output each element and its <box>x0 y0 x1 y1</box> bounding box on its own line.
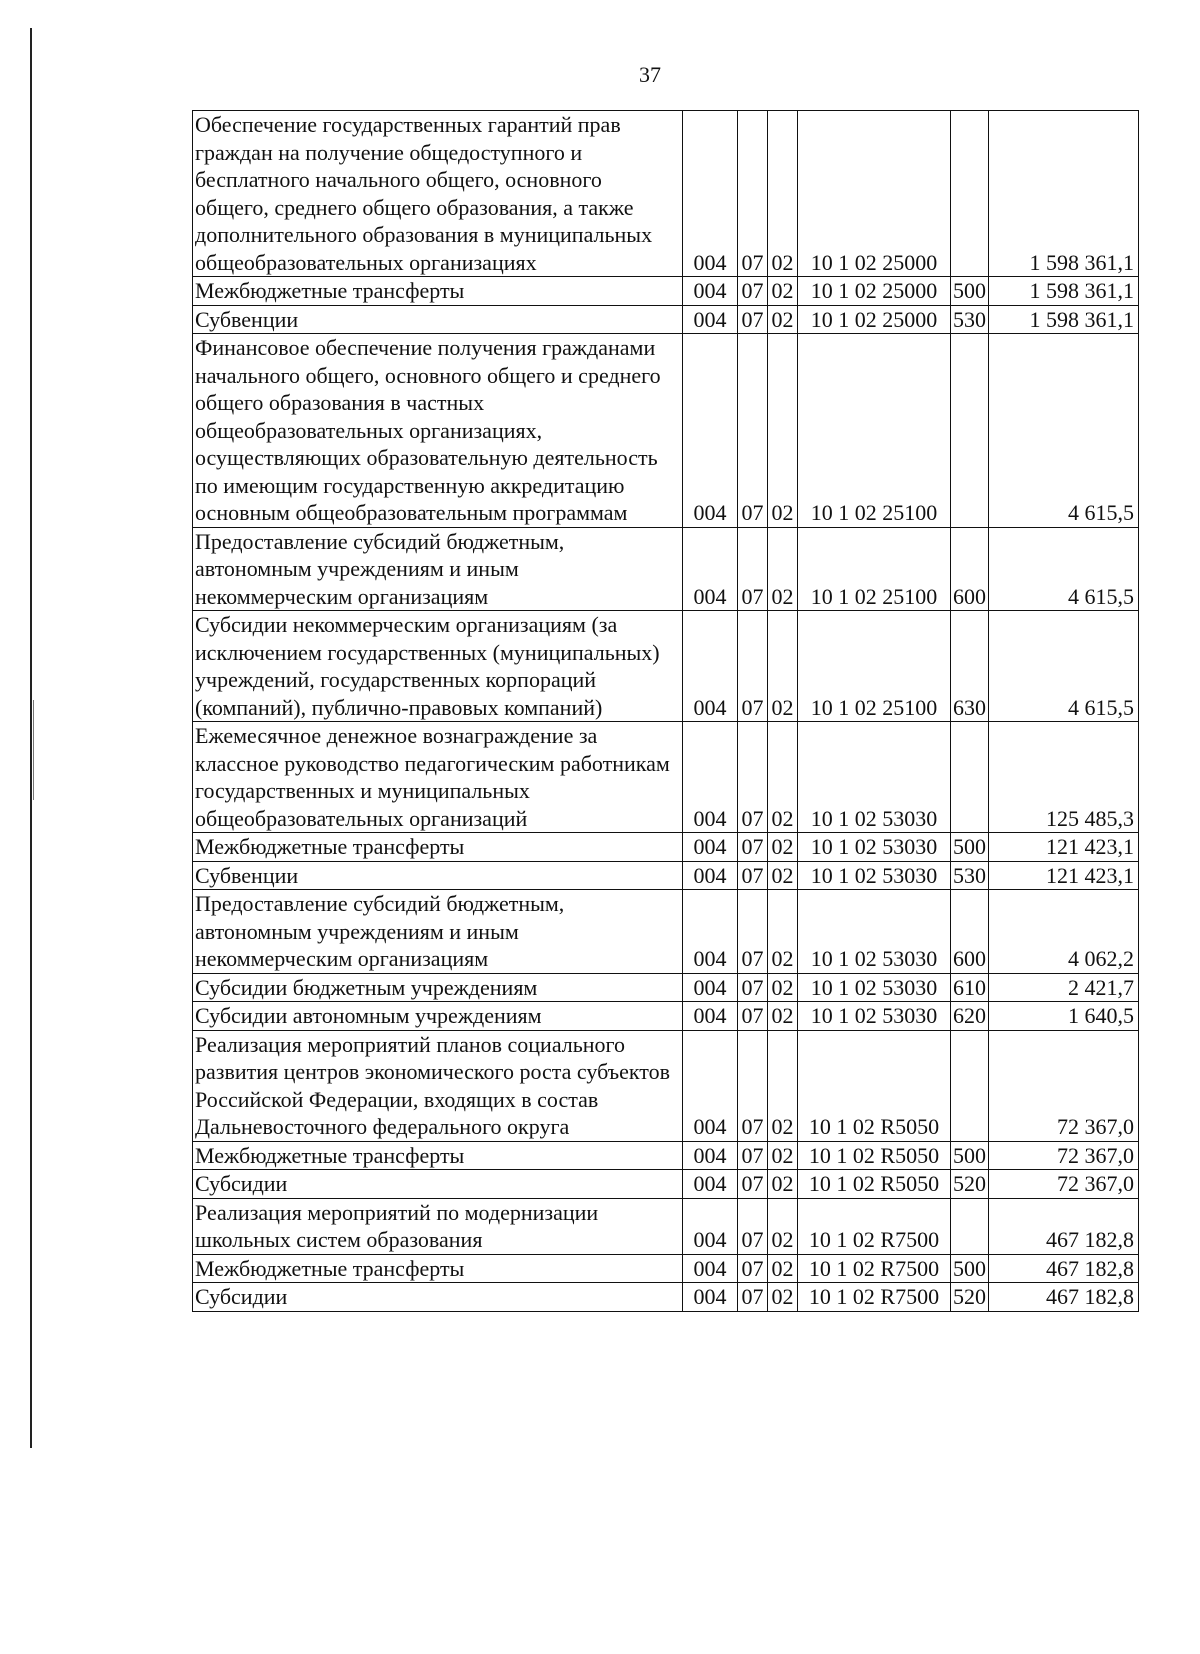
table-row <box>193 305 1139 334</box>
subsection-code-cell: 02 <box>768 890 798 974</box>
section-code-cell: 07 <box>738 334 768 528</box>
binding-margin-mark <box>33 700 34 800</box>
amount-cell: 121 423,1 <box>989 861 1139 890</box>
section-code-cell: 07 <box>738 833 768 862</box>
ministry-code-cell: 004 <box>683 305 738 334</box>
ministry-code-cell: 004 <box>683 890 738 974</box>
subsection-code-cell: 02 <box>768 527 798 611</box>
target-article-code-cell: 10 1 02 53030 <box>798 722 951 833</box>
section-code-cell: 07 <box>738 722 768 833</box>
section-code-cell: 07 <box>738 1283 768 1312</box>
subsection-code-cell: 02 <box>768 1002 798 1031</box>
target-article-code-cell: 10 1 02 R5050 <box>798 1141 951 1170</box>
subsection-code-cell: 02 <box>768 1170 798 1199</box>
table-row <box>193 861 1139 890</box>
row-name-cell: Реализация мероприятий планов социального развития центров экономического роста субъектов Российской Федерации, входящих в состав Дальневосточного федерального округа <box>193 1030 683 1141</box>
ministry-code-cell: 004 <box>683 1170 738 1199</box>
amount-cell: 125 485,3 <box>989 722 1139 833</box>
amount-cell: 1 598 361,1 <box>989 277 1139 306</box>
row-name-cell: Обеспечение государственных гарантий прав граждан на получение общедоступного и бесплатного начального общего, основного общего, среднего общего образования, а также дополнительного образования в муниципальных общеобразовательных организациях <box>193 111 683 277</box>
section-code-cell: 07 <box>738 973 768 1002</box>
section-code-cell: 07 <box>738 861 768 890</box>
ministry-code-cell: 004 <box>683 973 738 1002</box>
amount-cell: 2 421,7 <box>989 973 1139 1002</box>
ministry-code-cell: 004 <box>683 833 738 862</box>
budget-table-body <box>193 111 1139 1312</box>
target-article-code-cell: 10 1 02 25100 <box>798 527 951 611</box>
row-name-cell: Финансовое обеспечение получения гражданами начального общего, основного общего и среднего общего образования в частных общеобразовательных организациях, осуществляющих образовательную деятельность по имеющим государственную аккредитацию основным общеобразовательным программам <box>193 334 683 528</box>
target-article-code-cell: 10 1 02 25000 <box>798 305 951 334</box>
section-code-cell: 07 <box>738 1198 768 1254</box>
expense-type-code-cell: 620 <box>951 1002 989 1031</box>
ministry-code-cell: 004 <box>683 1030 738 1141</box>
ministry-code-cell: 004 <box>683 1141 738 1170</box>
table-row <box>193 1170 1139 1199</box>
subsection-code-cell: 02 <box>768 1283 798 1312</box>
section-code-cell: 07 <box>738 1030 768 1141</box>
ministry-code-cell: 004 <box>683 1283 738 1312</box>
table-row <box>193 833 1139 862</box>
amount-cell: 121 423,1 <box>989 833 1139 862</box>
amount-cell: 467 182,8 <box>989 1283 1139 1312</box>
target-article-code-cell: 10 1 02 53030 <box>798 861 951 890</box>
amount-cell: 1 598 361,1 <box>989 305 1139 334</box>
amount-cell: 72 367,0 <box>989 1141 1139 1170</box>
table-row <box>193 527 1139 611</box>
expense-type-code-cell <box>951 1198 989 1254</box>
section-code-cell: 07 <box>738 111 768 277</box>
ministry-code-cell: 004 <box>683 611 738 722</box>
expense-type-code-cell <box>951 111 989 277</box>
amount-cell: 1 598 361,1 <box>989 111 1139 277</box>
row-name-cell: Ежемесячное денежное вознаграждение за классное руководство педагогическим работникам государственных и муниципальных общеобразовательных организаций <box>193 722 683 833</box>
section-code-cell: 07 <box>738 305 768 334</box>
row-name-cell: Субвенции <box>193 305 683 334</box>
expense-type-code-cell: 500 <box>951 1254 989 1283</box>
row-name-cell: Межбюджетные трансферты <box>193 1254 683 1283</box>
ministry-code-cell: 004 <box>683 111 738 277</box>
amount-cell: 4 615,5 <box>989 334 1139 528</box>
binding-margin-line <box>30 28 32 1448</box>
table-row <box>193 111 1139 277</box>
subsection-code-cell: 02 <box>768 1030 798 1141</box>
section-code-cell: 07 <box>738 611 768 722</box>
expense-type-code-cell <box>951 334 989 528</box>
section-code-cell: 07 <box>738 527 768 611</box>
table-row <box>193 1030 1139 1141</box>
amount-cell: 4 615,5 <box>989 527 1139 611</box>
target-article-code-cell: 10 1 02 25100 <box>798 611 951 722</box>
expense-type-code-cell: 600 <box>951 890 989 974</box>
table-row <box>193 1141 1139 1170</box>
subsection-code-cell: 02 <box>768 277 798 306</box>
row-name-cell: Межбюджетные трансферты <box>193 277 683 306</box>
target-article-code-cell: 10 1 02 53030 <box>798 973 951 1002</box>
target-article-code-cell: 10 1 02 25000 <box>798 111 951 277</box>
table-row <box>193 973 1139 1002</box>
ministry-code-cell: 004 <box>683 277 738 306</box>
subsection-code-cell: 02 <box>768 833 798 862</box>
row-name-cell: Предоставление субсидий бюджетным, автономным учреждениям и иным некоммерческим организациям <box>193 527 683 611</box>
section-code-cell: 07 <box>738 1141 768 1170</box>
subsection-code-cell: 02 <box>768 1254 798 1283</box>
row-name-cell: Межбюджетные трансферты <box>193 833 683 862</box>
table-row <box>193 1198 1139 1254</box>
row-name-cell: Предоставление субсидий бюджетным, автономным учреждениям и иным некоммерческим организациям <box>193 890 683 974</box>
ministry-code-cell: 004 <box>683 861 738 890</box>
amount-cell: 467 182,8 <box>989 1198 1139 1254</box>
table-row <box>193 611 1139 722</box>
row-name-cell: Субвенции <box>193 861 683 890</box>
row-name-cell: Субсидии <box>193 1283 683 1312</box>
section-code-cell: 07 <box>738 1002 768 1031</box>
amount-cell: 72 367,0 <box>989 1030 1139 1141</box>
subsection-code-cell: 02 <box>768 1198 798 1254</box>
section-code-cell: 07 <box>738 1170 768 1199</box>
row-name-cell: Межбюджетные трансферты <box>193 1141 683 1170</box>
amount-cell: 4 615,5 <box>989 611 1139 722</box>
expense-type-code-cell <box>951 1030 989 1141</box>
row-name-cell: Субсидии некоммерческим организациям (за исключением государственных (муниципальных) учреждений, государственных корпораций (компаний), публично-правовых компаний) <box>193 611 683 722</box>
row-name-cell: Субсидии автономным учреждениям <box>193 1002 683 1031</box>
target-article-code-cell: 10 1 02 R7500 <box>798 1198 951 1254</box>
target-article-code-cell: 10 1 02 R7500 <box>798 1254 951 1283</box>
section-code-cell: 07 <box>738 277 768 306</box>
subsection-code-cell: 02 <box>768 611 798 722</box>
ministry-code-cell: 004 <box>683 527 738 611</box>
expense-type-code-cell: 610 <box>951 973 989 1002</box>
expense-type-code-cell: 500 <box>951 833 989 862</box>
amount-cell: 72 367,0 <box>989 1170 1139 1199</box>
table-row <box>193 334 1139 528</box>
subsection-code-cell: 02 <box>768 861 798 890</box>
target-article-code-cell: 10 1 02 R7500 <box>798 1283 951 1312</box>
expense-type-code-cell: 530 <box>951 305 989 334</box>
section-code-cell: 07 <box>738 890 768 974</box>
amount-cell: 1 640,5 <box>989 1002 1139 1031</box>
row-name-cell: Субсидии бюджетным учреждениям <box>193 973 683 1002</box>
expense-type-code-cell: 500 <box>951 277 989 306</box>
amount-cell: 4 062,2 <box>989 890 1139 974</box>
row-name-cell: Реализация мероприятий по модернизации школьных систем образования <box>193 1198 683 1254</box>
expense-type-code-cell: 530 <box>951 861 989 890</box>
page-number: 37 <box>639 62 661 87</box>
expense-type-code-cell: 520 <box>951 1283 989 1312</box>
table-row <box>193 277 1139 306</box>
target-article-code-cell: 10 1 02 R5050 <box>798 1170 951 1199</box>
section-code-cell: 07 <box>738 1254 768 1283</box>
target-article-code-cell: 10 1 02 25100 <box>798 334 951 528</box>
budget-table <box>192 110 1139 1312</box>
target-article-code-cell: 10 1 02 53030 <box>798 890 951 974</box>
ministry-code-cell: 004 <box>683 334 738 528</box>
table-row <box>193 722 1139 833</box>
expense-type-code-cell: 600 <box>951 527 989 611</box>
table-row <box>193 890 1139 974</box>
target-article-code-cell: 10 1 02 53030 <box>798 833 951 862</box>
expense-type-code-cell: 630 <box>951 611 989 722</box>
amount-cell: 467 182,8 <box>989 1254 1139 1283</box>
subsection-code-cell: 02 <box>768 305 798 334</box>
subsection-code-cell: 02 <box>768 973 798 1002</box>
target-article-code-cell: 10 1 02 53030 <box>798 1002 951 1031</box>
table-row <box>193 1254 1139 1283</box>
ministry-code-cell: 004 <box>683 1002 738 1031</box>
row-name-cell: Субсидии <box>193 1170 683 1199</box>
ministry-code-cell: 004 <box>683 1198 738 1254</box>
table-row <box>193 1002 1139 1031</box>
target-article-code-cell: 10 1 02 25000 <box>798 277 951 306</box>
expense-type-code-cell: 520 <box>951 1170 989 1199</box>
subsection-code-cell: 02 <box>768 111 798 277</box>
subsection-code-cell: 02 <box>768 722 798 833</box>
expense-type-code-cell <box>951 722 989 833</box>
ministry-code-cell: 004 <box>683 1254 738 1283</box>
expense-type-code-cell: 500 <box>951 1141 989 1170</box>
table-row <box>193 1283 1139 1312</box>
ministry-code-cell: 004 <box>683 722 738 833</box>
subsection-code-cell: 02 <box>768 1141 798 1170</box>
subsection-code-cell: 02 <box>768 334 798 528</box>
target-article-code-cell: 10 1 02 R5050 <box>798 1030 951 1141</box>
